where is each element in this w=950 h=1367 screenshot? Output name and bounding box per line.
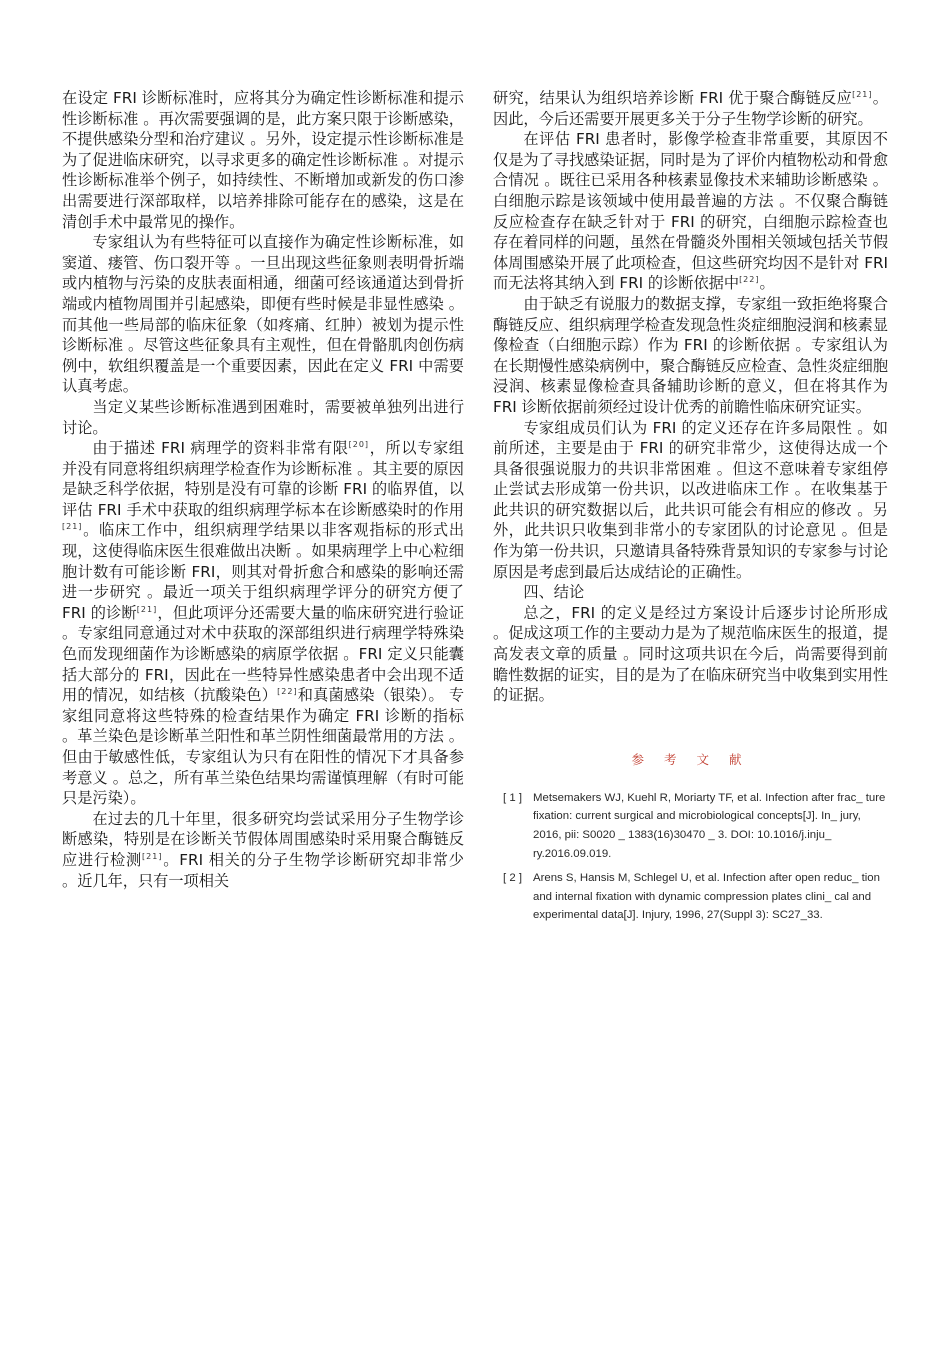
right-column	[493, 88, 888, 931]
paragraph	[62, 438, 464, 809]
paragraph: 当定义某些诊断标准遇到困难时，需要被单独列出进行讨论。	[62, 397, 464, 437]
text-run: 在过去的几十年里，很多研究均尝试采用分子生物学诊断感染，特别是在诊断关节假体周围感染时采用聚合酶链反应进行检测	[62, 809, 464, 869]
text-run: 在评估 FRI 患者时，影像学检查非常重要，其原因不仅是为了寻找感染证据，同时是为了评价内植物松动和骨愈合情况 。既往已采用各种核素显像技术来辅助诊断感染 。 白细胞示踪是该领域中使用最普遍的方法 。不仅聚合酶链反应检查存在缺乏针对于 FRI 的研究，白细胞示踪检查也存在着同样的问题，虽然在骨髓炎外围相关领域包括关节假体周围感染开展了此项检查，但这些研究均因不是针对 FRI 而无法将其纳入到 FRI 的诊断依据中	[493, 130, 888, 293]
paragraph: 专家组成员们认为 FRI 的定义还存在许多局限性 。如前所述，主要是由于 FRI 的研究非常少，这使得达成一个具备很强说服力的共识非常困难 。但这不意味着专家组停止尝试去形成第一份共识，以改进临床工作 。在收集基于此共识的研究数据以后，此共识可能会有相应的修改 。另外，此共识只收集到非常小的专家团队的讨论意见 。但是作为第一份共识，只邀请具备特殊背景知识的专家参与讨论原因是考虑到最后达成结论的正确性。	[493, 418, 888, 581]
left-column	[62, 88, 464, 891]
text-run: ，但此项评分还需要大量的临床研究进行验证 。专家组同意通过对术中获取的深部组织进行病理学特殊染色而发现细菌作为诊断感染的病原学依据 。FRI 定义只能囊括大部分的 FRI，因此在一些特异性感染患者中会出现不适用的情况，如结核（抗酸染色）	[62, 603, 464, 705]
section-heading: 四、结论	[523, 583, 585, 602]
reference-text: Arens S, Hansis M, Schlegel U, et al. Infection after open reduc_ tion and internal fixation with dynamic compression plates clini_ cal and experimental data[J]. Injury, 1996, 27(Suppl 3): SC27_33.	[533, 872, 880, 922]
reference-number: [ 1 ]	[503, 791, 522, 804]
citation: [22]	[739, 275, 760, 285]
paragraph: 专家组认为有些特征可以直接作为确定性诊断标准，如窦道、瘘管、伤口裂开等 。一旦出现这些征象则表明骨折端或内植物与污染的皮肤表面相通，细菌可经该通道达到骨折端或内植物周围并引起感染，即便有些时候是非显性感染 。而其他一些局部的临床征象（如疼痛、红肿）被划为提示性诊断标准 。尽管这些征象具有主观性，但在骨骼肌肉创伤病例中，软组织覆盖是一个重要因素，因此在定义 FRI 中需要认真考虑。	[62, 233, 464, 396]
citation: [22]	[277, 687, 298, 697]
citation: [20]	[348, 440, 370, 450]
citation: [21]	[142, 851, 163, 861]
reference-list	[493, 789, 888, 925]
paragraph: 在设定 FRI 诊断标准时，应将其分为确定性诊断标准和提示性诊断标准 。再次需要强调的是，此方案只限于诊断感染，不提供感染分型和治疗建议 。另外，设定提示性诊断标准是为了促进临床研究，以寻求更多的确定性诊断标准 。对提示性诊断标准举个例子，如持续性、不断增加或新发的伤口渗出需要进行深部取样，以培养排除可能存在的感染，这是在清创手术中最常见的操作。	[62, 89, 464, 231]
reference-item	[493, 789, 888, 863]
text-run: 由于描述 FRI 病理学的资料非常有限	[92, 439, 349, 458]
text-run: 。FRI 相关的分子生物学诊断研究却非常少 。近几年，只有一项相关	[62, 850, 464, 890]
text-run: 研究，结果认为组织培养诊断 FRI 优于聚合酶链反应	[493, 89, 853, 107]
text-run: ，所以专家组并没有同意将组织病理学检查作为诊断标准 。其主要的原因是缺乏科学依据，特别是没有可靠的诊断 FRI 的临界值，以评估 FRI 手术中获取的组织病理学标本在诊断感染时的作用	[62, 439, 464, 519]
citation: [21]	[852, 89, 873, 99]
paragraph	[62, 809, 464, 891]
paragraph: 总之，FRI 的定义是经过方案设计后逐步讨论所形成 。促成这项工作的主要动力是为了规范临床医生的报道，提高发表文章的质量 。同时这项共识在今后，尚需要得到前瞻性数据的证实，目的是为了在临床研究当中收集到实用性的证据。	[493, 603, 888, 705]
citation: [21]	[62, 522, 83, 532]
paragraph	[493, 88, 888, 129]
text-run: 。	[759, 274, 775, 293]
paragraph	[493, 129, 888, 294]
text-run: 和真菌感染（银染）。 专家组同意将这些特殊的检查结果作为确定 FRI 诊断的指标 。革兰染色是诊断革兰阳性和革兰阴性细菌最常用的方法 。但由于敏感性低，专家组认为只有在阳性的情况下才具备参考意义 。总之，所有革兰染色结果均需谨慎理解（有时可能只是污染）。	[62, 686, 465, 808]
paragraph: 由于缺乏有说服力的数据支撑，专家组一致拒绝将聚合酶链反应、组织病理学检查发现急性炎症细胞浸润和核素显像检查（白细胞示踪）作为 FRI 的诊断依据 。专家组认为在长期慢性感染病例中，聚合酶链反应检查、急性炎症细胞浸润、核素显像检查具备辅助诊断的意义，但在将其作为 FRI 诊断依据前须经过设计优秀的前瞻性临床研究证实。	[493, 294, 888, 416]
references-title: 参 考 文 献	[631, 751, 750, 767]
text-run: 。临床工作中，组织病理学结果以非客观指标的形式出现，这使得临床医生很难做出决断 。如果病理学上中心粒细胞计数有可能诊断 FRI，则其对骨折愈合和感染的影响还需进一步研究 。最近一项关于组织病理学评分的研究方便了 FRI 的诊断	[62, 521, 464, 622]
reference-item	[493, 869, 888, 925]
text-run: 。因此，今后还需要开展更多关于分子生物学诊断的研究。	[493, 89, 888, 128]
citation: [21]	[136, 604, 158, 614]
reference-text: Metsemakers WJ, Kuehl R, Moriarty TF, et al. Infection after frac_ ture fixation: current surgical and microbiological concepts[J]. In_ jury, 2016, pii: S0020 _ 1383(16)30470 _ 3. DOI: 10.1016/j.inju_ ry.2016.09.019.	[533, 791, 886, 860]
reference-number: [ 2 ]	[503, 872, 522, 885]
